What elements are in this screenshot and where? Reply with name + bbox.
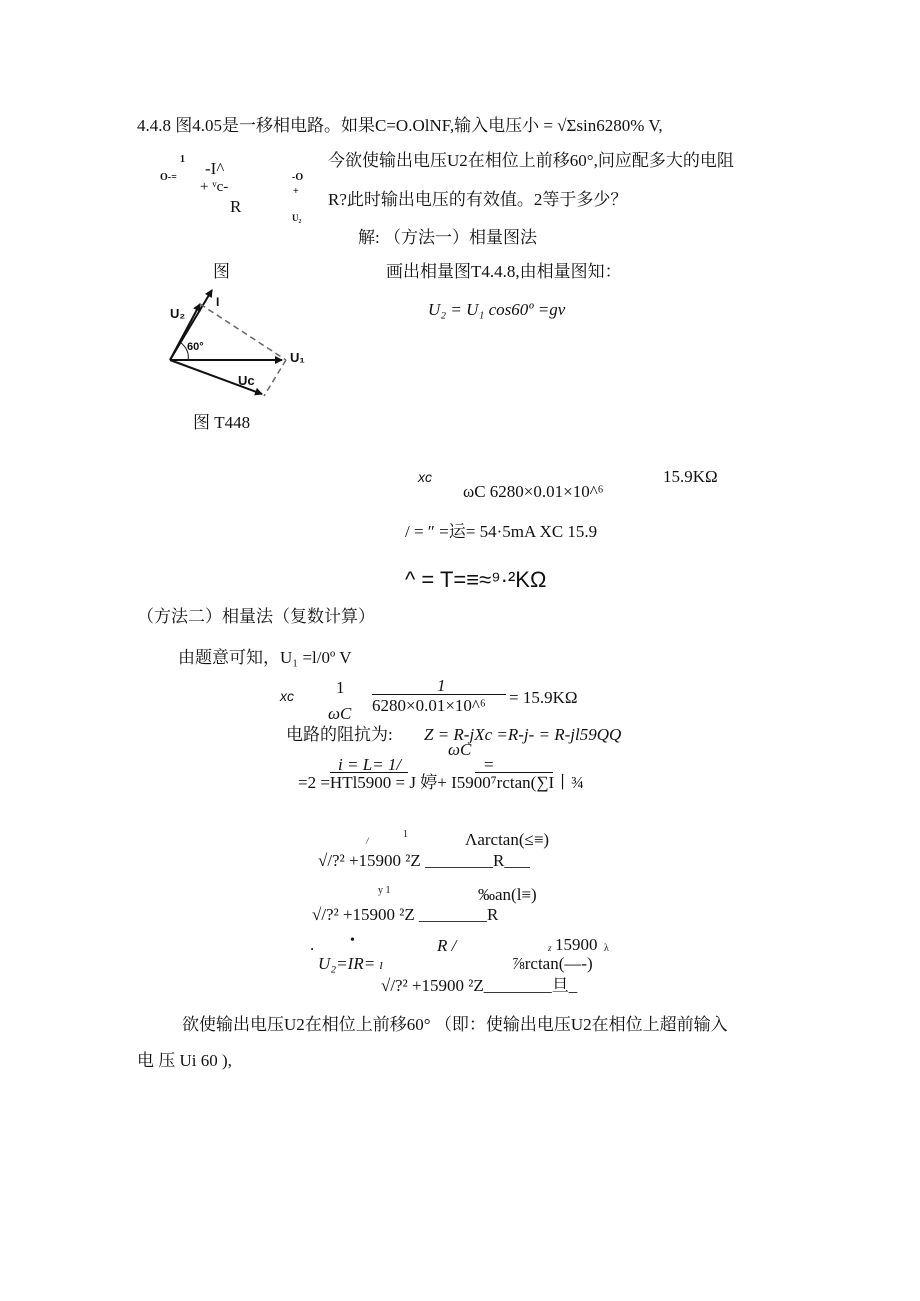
phasor-angle-label: 60° — [187, 341, 204, 353]
method2-omega-c: ωC — [328, 704, 352, 723]
method2-impedance-eq: Z = R-jXc =R-j- = R-jl59QQ — [424, 725, 622, 744]
method1-figure-word: 图 — [213, 262, 230, 281]
method2-xc-result: = 15.9KΩ — [509, 688, 578, 707]
formula3-main: √/?² +15900 ²Z________旦_ — [381, 976, 578, 995]
method1-current-eq: / = ″ =运= 54·5mA XC 15.9 — [405, 522, 598, 541]
method1-xc-denominator: ωC 6280×0.01×10^⁶ — [463, 482, 604, 501]
circuit-node-1: 1 — [180, 154, 185, 165]
formula1-arctan: Λarctan(≤≡) — [465, 830, 550, 849]
circuit-resistor-label: R — [230, 197, 242, 216]
formula3-r: R / — [437, 936, 457, 955]
method1-r-result: ^ = T=≡≈⁹·²KΩ — [405, 567, 547, 592]
method2-eq-line: =2 =HTl5900 = J 婷+ I5900⁷rctan(∑I丨¾ — [298, 773, 584, 792]
closing-line-1: 欲使输出电压U2在相位上前移60° （即：使输出电压U2在相位上超前输入 — [182, 1015, 728, 1034]
formula3-z: z — [548, 943, 552, 953]
method1-xc-result: 15.9KΩ — [663, 467, 718, 486]
method2-equals: = — [484, 755, 494, 774]
formula2-top: y 1 — [378, 885, 391, 896]
phasor-u1-label: U₁ — [290, 350, 305, 365]
formula1-main: √/?² +15900 ²Z ________R___ — [318, 851, 530, 870]
method1-heading: 解: （方法一）相量图法 — [358, 228, 537, 247]
circuit-right-terminal: -O — [292, 172, 304, 183]
method2-xc-denominator: 6280×0.01×10^⁶ — [372, 696, 486, 715]
phasor-dashed-line — [264, 360, 286, 396]
phasor-i-label: I — [216, 295, 220, 309]
method2-omega-c-2: ωC — [448, 740, 472, 759]
formula3-15900: 15900 — [555, 935, 598, 954]
method2-numerator-1: 1 — [336, 678, 345, 697]
formula3-bullet: • — [350, 933, 355, 948]
phasor-uc-label: Uc — [238, 373, 255, 388]
method2-heading: （方法二）相量法（复数计算） — [137, 607, 375, 626]
circuit-current-label: -I^ — [205, 159, 225, 178]
method2-xc-label: xc — [280, 688, 294, 704]
figure-caption: 图 T448 — [193, 413, 251, 432]
formula3-lambda: λ — [604, 943, 609, 954]
method1-draw-text: 画出相量图T4.4.8,由相量图知： — [386, 262, 622, 281]
formula3-dot: . — [310, 935, 315, 954]
formula1-slash: / — [366, 836, 369, 846]
problem-line-2: 今欲使输出电压U2在相位上前移60°,问应配多大的电阻 — [328, 151, 734, 170]
formula1-one: 1 — [403, 829, 408, 840]
phasor-diagram — [160, 282, 310, 402]
method1-xc-label: xc — [418, 469, 432, 485]
method2-impedance-label: 电路的阻抗为: — [286, 725, 393, 744]
method2-given: 由题意可知，U₁ =l/0º V — [178, 648, 352, 667]
phasor-dashed-line — [200, 304, 286, 360]
formula3-arctan: ⅞rctan(—-) — [512, 954, 593, 973]
closing-line-2: 电 压 Ui 60 ), — [137, 1051, 232, 1070]
problem-line-3: R?此时输出电压的有效值。2等于多少？ — [328, 190, 628, 209]
formula2-main: √/?² +15900 ²Z ________R — [312, 905, 499, 924]
circuit-left-terminal: O-= — [160, 172, 177, 183]
phasor-u2-label: U₂ — [170, 306, 186, 321]
method2-fraction-bar — [372, 694, 506, 695]
formula2-arctan: ‰an(l≡) — [478, 885, 537, 904]
circuit-u2-label: U₂ — [292, 213, 302, 223]
circuit-plus: + — [293, 186, 299, 197]
problem-line-1: 4.4.8 图4.05是一移相电路。如果C=O.OlNF,输入电压小 = √Σsin6280% V, — [137, 116, 663, 135]
circuit-uc-label: + ᵛc- — [200, 179, 229, 195]
method2-numerator-2: 1 — [437, 676, 446, 695]
method1-eq-u2: U₂ = U₁ cos60º =gv — [428, 300, 566, 319]
method2-current-eq: i = L= 1/ — [338, 755, 402, 774]
formula3-u2-eq: U₂=IR= ₗ — [318, 954, 384, 973]
